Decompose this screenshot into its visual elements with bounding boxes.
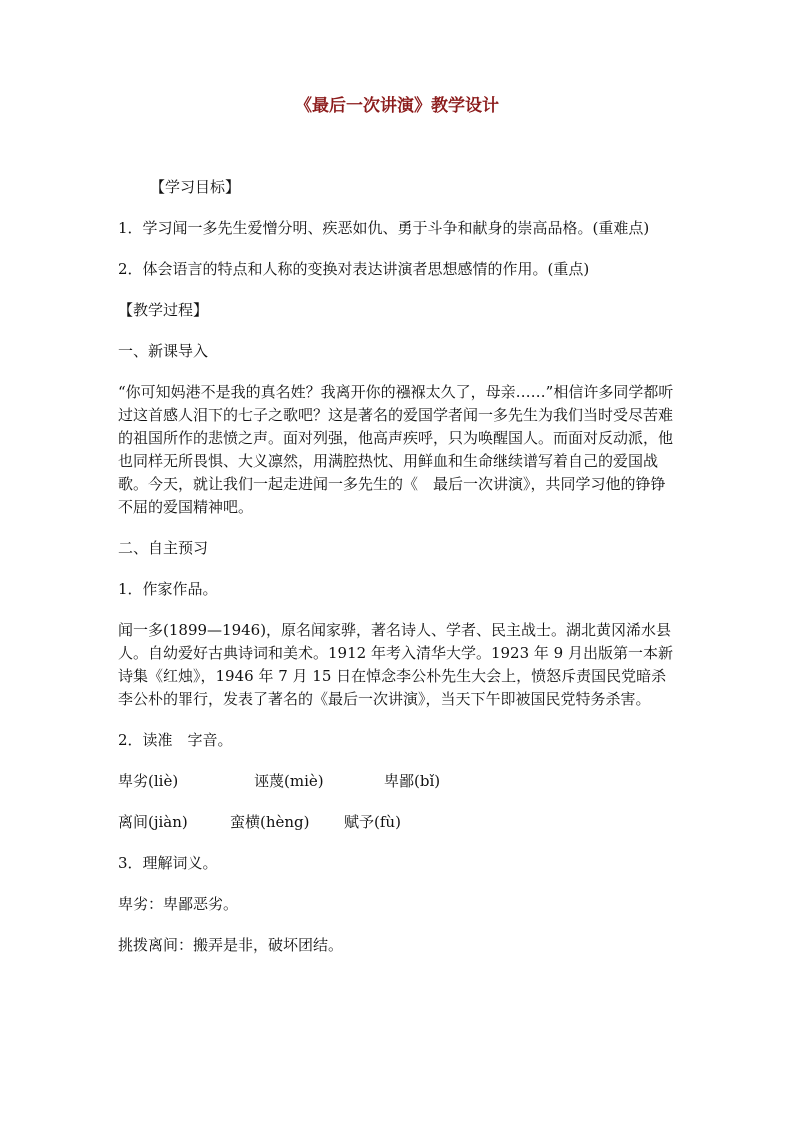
section-heading-preview: 二、自主预习 [118, 539, 209, 557]
page-title: 《最后一次讲演》教学设计 [295, 96, 499, 116]
goal-item-2: 2．体会语言的特点和人称的变换对表达讲演者思想感情的作用。(重点) [118, 260, 590, 278]
definition-item: 挑拨离间：搬弄是非，破坏团结。 [118, 936, 344, 954]
document-body [118, 176, 689, 975]
item-heading-pronunciation: 2．读准 字音。 [118, 731, 233, 749]
pronunciation-entry: 诬蔑(miè) [254, 772, 324, 790]
pronunciation-row-2 [118, 811, 678, 834]
item-heading-vocabulary: 3．理解词义。 [118, 854, 218, 872]
goal-item-1: 1．学习闻一多先生爱憎分明、疾恶如仇、勇于斗争和献身的崇高品格。(重难点) [118, 219, 650, 237]
goals-heading: 【学习目标】 [150, 178, 241, 196]
pronunciation-entry: 蛮横(hèng) [230, 813, 310, 831]
pronunciation-row-1 [118, 770, 678, 793]
definition-item: 卑劣：卑鄙恶劣。 [118, 895, 239, 913]
item-heading-author: 1．作家作品。 [118, 580, 218, 598]
process-heading: 【教学过程】 [118, 301, 209, 319]
pronunciation-entry: 卑鄙(bǐ) [384, 772, 441, 790]
pronunciation-entry: 赋予(fù) [344, 813, 401, 831]
pronunciation-entry: 卑劣(liè) [118, 772, 179, 790]
pronunciation-entry: 离间(jiàn) [118, 813, 188, 831]
intro-paragraph: “你可知妈港不是我的真名姓？我离开你的襁褓太久了，母亲……”相信许多同学都听 过这首感人泪下的七子之歌吧？这是著名的爱国学者闻一多先生为我们当时受尽苦难的祖国所作的悲愤之声。面对列强，他高声疾呼，只为唤醒国人。而面对反动派，他也同样无所畏惧、大义凛然，用满腔热忱、用鲜血和生命继续谱写着自己的爱国战歌。今天，就让我们一起走进闻一多先生的《 最后一次讲演》，共同学习他的铮铮不屈的爱国精神吧。 [118, 383, 689, 516]
author-paragraph: 闻一多(1899—1946)，原名闻家骅，著名诗人、学者、民主战士。湖北黄冈浠水县人。自幼爱好古典诗词和美术。1912 年考入清华大学。1923 年 9 月出版第一本新诗集《红烛》，1946 年 7 月 15 日在悼念李公朴先生大会上，愤怒斥责国民党暗杀李公朴的罪行，发表了著名的《最后一次讲演》，当天下午即被国民党特务杀害。 [118, 621, 673, 708]
section-heading-intro: 一、新课导入 [118, 342, 209, 360]
